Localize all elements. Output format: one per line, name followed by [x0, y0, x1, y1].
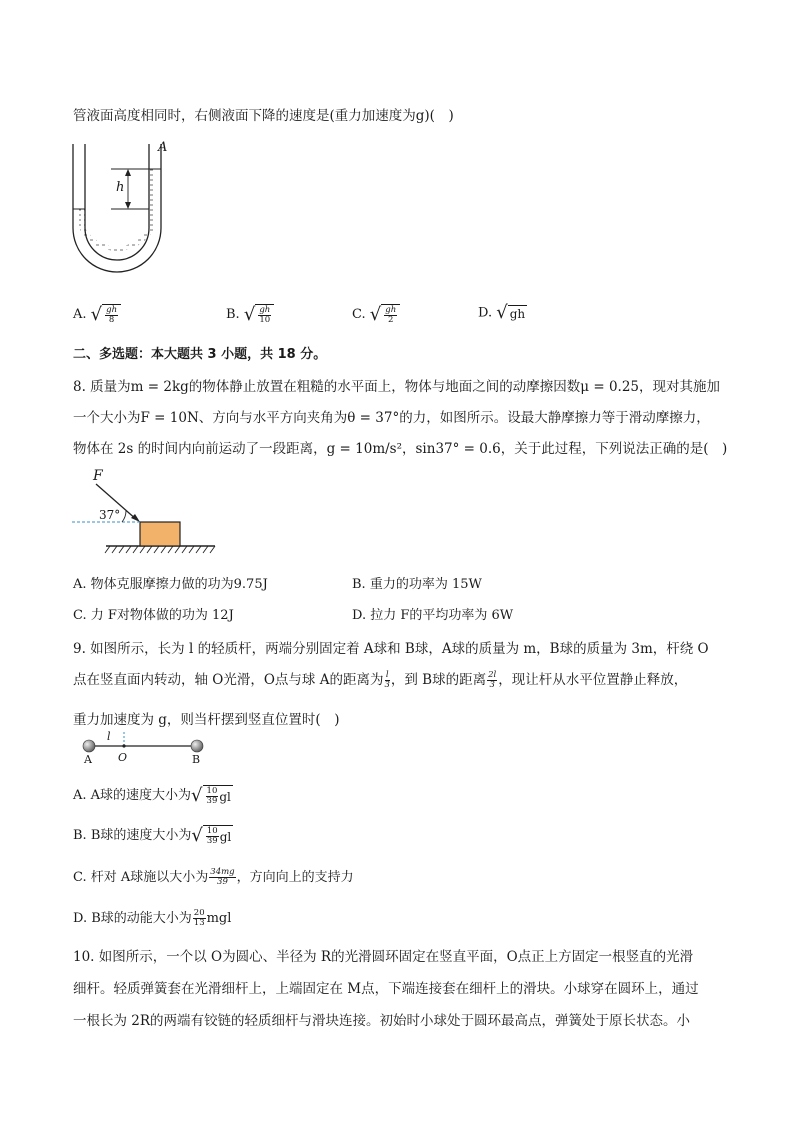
q9-option-a[interactable]: [73, 784, 233, 806]
figure-angle-label: 37°: [99, 508, 121, 522]
frac-numerator: 20: [193, 908, 205, 918]
u-tube-figure: [66, 138, 186, 286]
frac-denominator: 3: [489, 680, 495, 690]
option-letter: A.: [73, 307, 87, 322]
section-header-multiple-choice: 二、多选题：本大题共 3 小题，共 18 分。: [73, 347, 327, 362]
option-letter: B.: [226, 307, 240, 322]
q7-stem-line: 管液面高度相同时，右侧液面下降的速度是(重力加速度为g)( ): [73, 108, 454, 124]
q9-stem-line-3: 重力加速度为 g，则当杆摆到竖直位置时( ): [73, 712, 340, 728]
q10-stem-line-3: 一根长为 2R的两端有铰链的轻质细杆与滑块连接。初始时小球处于圆环最高点，弹簧处于原长状态。小: [73, 1013, 691, 1029]
sqrt-expression: √ $\frac{10}{39}$ gl: [191, 824, 232, 846]
option-tail: mgl: [206, 911, 232, 926]
frac-numerator: gh: [259, 305, 271, 315]
frac-numerator: gh: [385, 305, 397, 315]
q9-option-b[interactable]: [73, 824, 233, 846]
sqrt-expression: √ $\frac{gh}{2}$: [370, 304, 400, 325]
q9-line2-part-b: ，到 B球的距离: [390, 672, 487, 688]
frac-denominator: 10: [259, 315, 271, 325]
frac-denominator: 13: [193, 918, 205, 928]
sqrt-expression: √ $\frac{10}{39}$ gl: [191, 784, 231, 806]
rod-label-B: B: [192, 753, 201, 766]
rod-label-l: l: [107, 730, 111, 743]
sqrt-body: gh: [509, 307, 526, 321]
q8-option-c[interactable]: C. 力 F对物体做的功为 12J: [73, 608, 234, 623]
q9-option-d[interactable]: [73, 907, 231, 928]
u-tube-label-h: h: [116, 180, 125, 195]
rod-label-A: A: [84, 753, 92, 766]
q7-option-c[interactable]: [352, 304, 400, 325]
option-letter: C.: [352, 307, 366, 322]
option-text: B. B球的速度大小为: [73, 828, 192, 843]
q8-option-a[interactable]: A. 物体克服摩擦力做的功为9.75J: [73, 577, 268, 592]
sqrt-expression: √ $\frac{gh}{8}$: [91, 304, 121, 325]
q10-stem-line-1: 10. 如图所示，一个以 O为圆心、半径为 R的光滑圆环固定在竖直平面，O点正上方固定一根竖直的光滑: [73, 949, 694, 965]
sqrt-expression: √ gh: [496, 302, 526, 323]
frac-numerator: 10: [206, 826, 218, 836]
q8-stem-line-1: 8. 质量为m = 2kg的物体静止放置在粗糙的水平面上，物体与地面之间的动摩擦因数μ = 0.25，现对其施加: [73, 379, 721, 395]
frac-denominator: 39: [206, 796, 218, 806]
frac-denominator: 2: [388, 315, 394, 325]
q8-stem-line-2: 一个大小为F = 10N、方向与水平方向夹角为θ = 37°的力，如图所示。设最大静摩擦力等于滑动摩擦力，: [73, 410, 710, 426]
option-letter: D.: [478, 305, 493, 321]
frac-numerator: 2l: [488, 670, 497, 680]
q9-line2-part-a: 点在竖直面内转动，轴 O光滑，O点与球 A的距离为: [73, 672, 384, 688]
option-text: D. B球的动能大小为: [73, 911, 192, 926]
option-tail: gl: [219, 789, 231, 804]
q8-option-d[interactable]: D. 拉力 F的平均功率为 6W: [352, 608, 514, 623]
frac-denominator: 8: [108, 315, 115, 325]
q9-stem-line-2: [73, 668, 687, 690]
q8-option-b[interactable]: B. 重力的功率为 15W: [352, 577, 482, 592]
q7-option-b[interactable]: [226, 304, 274, 325]
option-text: A. A球的速度大小为: [73, 788, 192, 803]
q8-stem-line-3: 物体在 2s 的时间内向前运动了一段距离，g = 10m/s²，sin37° = 0.6，关于此过程，下列说法正确的是( ): [73, 441, 728, 457]
rod-label-O: O: [118, 751, 128, 764]
u-tube-label-A: A: [158, 140, 168, 155]
frac-numerator: 10: [206, 786, 218, 796]
frac-numerator: l: [385, 670, 389, 680]
q7-option-a[interactable]: [73, 304, 121, 325]
frac-numerator: gh: [106, 305, 118, 315]
q9-line2-part-c: ，现让杆从水平位置静止释放，: [498, 672, 688, 688]
q7-option-d[interactable]: [478, 304, 527, 322]
option-text: C. 杆对 A球施以大小为: [73, 870, 209, 885]
option-tail: ，方向向上的支持力: [236, 870, 354, 885]
figure-force-label: F: [93, 468, 103, 484]
frac-denominator: 3: [384, 680, 390, 690]
option-tail: gl: [219, 829, 232, 844]
frac-numerator: 34mg: [210, 867, 235, 877]
frac-denominator: 39: [217, 877, 228, 887]
q10-stem-line-2: 细杆。轻质弹簧套在光滑细杆上，上端固定在 M点，下端连接套在细杆上的滑块。小球穿在圆环上，通过: [73, 981, 699, 997]
sqrt-expression: √ $\frac{gh}{10}$: [244, 304, 274, 325]
frac-denominator: 39: [206, 836, 218, 846]
q9-option-c[interactable]: [73, 866, 354, 887]
q9-stem-line-1: 9. 如图所示，长为 l 的轻质杆，两端分别固定着 A球和 B球，A球的质量为 m，B球的质量为 3m，杆绕 O: [73, 641, 709, 657]
